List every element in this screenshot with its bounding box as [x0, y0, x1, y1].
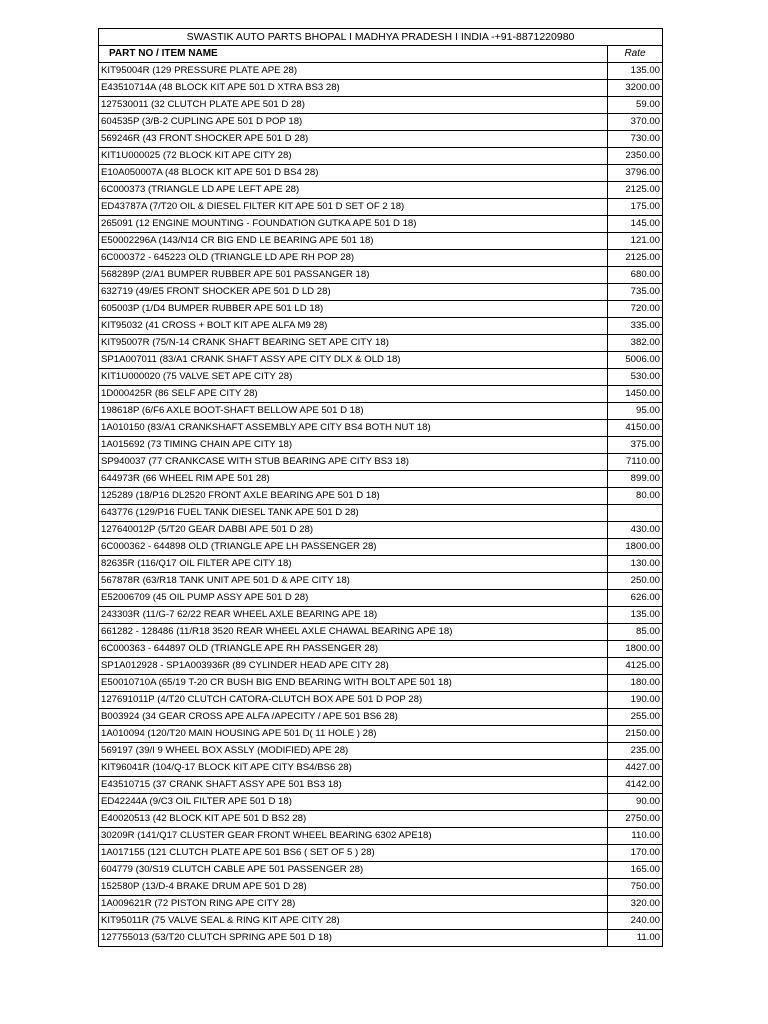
rate-cell: 130.00 — [608, 556, 663, 573]
item-name-cell: KIT1U000025 (72 BLOCK KIT APE CITY 28) — [99, 148, 608, 165]
table-row — [99, 114, 663, 131]
item-name-cell: KIT95011R (75 VALVE SEAL & RING KIT APE CITY 28) — [99, 913, 608, 930]
rate-cell: 375.00 — [608, 437, 663, 454]
rate-cell: 4427.00 — [608, 760, 663, 777]
item-name-cell: B003924 (34 GEAR CROSS APE ALFA /APECITY / APE 501 BS6 28) — [99, 709, 608, 726]
rate-cell: 85.00 — [608, 624, 663, 641]
column-header-rate: Rate — [608, 46, 663, 63]
table-row — [99, 743, 663, 760]
item-name-cell: 1A017155 (121 CLUTCH PLATE APE 501 BS6 ( SET OF 5 ) 28) — [99, 845, 608, 862]
rate-cell: 370.00 — [608, 114, 663, 131]
table-row — [99, 556, 663, 573]
table-row — [99, 437, 663, 454]
table-row — [99, 845, 663, 862]
rate-cell: 5006.00 — [608, 352, 663, 369]
item-name-cell: 6C000362 - 644898 OLD (TRIANGLE APE LH PASSENGER 28) — [99, 539, 608, 556]
item-name-cell: ED43787A (7/T20 OIL & DIESEL FILTER KIT APE 501 D SET OF 2 18) — [99, 199, 608, 216]
item-name-cell: 82635R (116/Q17 OIL FILTER APE CITY 18) — [99, 556, 608, 573]
table-row — [99, 658, 663, 675]
item-name-cell: 127640012P (5/T20 GEAR DABBI APE 501 D 28) — [99, 522, 608, 539]
table-row — [99, 777, 663, 794]
rate-cell: 430.00 — [608, 522, 663, 539]
item-name-cell: E50010710A (65/19 T-20 CR BUSH BIG END BEARING WITH BOLT APE 501 18) — [99, 675, 608, 692]
rate-cell: 626.00 — [608, 590, 663, 607]
item-name-cell: E43510715 (37 CRANK SHAFT ASSY APE 501 BS3 18) — [99, 777, 608, 794]
rate-cell: 382.00 — [608, 335, 663, 352]
item-name-cell: 152580P (13/D-4 BRAKE DRUM APE 501 D 28) — [99, 879, 608, 896]
item-name-cell: 643776 (129/P16 FUEL TANK DIESEL TANK APE 501 D 28) — [99, 505, 608, 522]
item-name-cell: 127530011 (32 CLUTCH PLATE APE 501 D 28) — [99, 97, 608, 114]
table-row — [99, 641, 663, 658]
table-body — [99, 63, 663, 947]
rate-cell: 730.00 — [608, 131, 663, 148]
table-row — [99, 539, 663, 556]
table-row — [99, 80, 663, 97]
item-name-cell: 125289 (18/P16 DL2520 FRONT AXLE BEARING APE 501 D 18) — [99, 488, 608, 505]
table-row — [99, 131, 663, 148]
item-name-cell: 6C000373 (TRIANGLE LD APE LEFT APE 28) — [99, 182, 608, 199]
item-name-cell: KIT1U000020 (75 VALVE SET APE CITY 28) — [99, 369, 608, 386]
table-row — [99, 267, 663, 284]
rate-cell: 735.00 — [608, 284, 663, 301]
item-name-cell: ED42244A (9/C3 OIL FILTER APE 501 D 18) — [99, 794, 608, 811]
table-row — [99, 284, 663, 301]
rate-cell: 135.00 — [608, 63, 663, 80]
table-row — [99, 862, 663, 879]
item-name-cell: 127755013 (53/T20 CLUTCH SPRING APE 501 D 18) — [99, 930, 608, 947]
table-row — [99, 352, 663, 369]
table-row — [99, 590, 663, 607]
rate-cell: 90.00 — [608, 794, 663, 811]
item-name-cell: 568289P (2/A1 BUMPER RUBBER APE 501 PASSANGER 18) — [99, 267, 608, 284]
table-row — [99, 709, 663, 726]
table-row — [99, 97, 663, 114]
rate-cell: 80.00 — [608, 488, 663, 505]
price-list-table — [98, 28, 663, 947]
rate-cell: 4150.00 — [608, 420, 663, 437]
table-row — [99, 522, 663, 539]
rate-cell: 1450.00 — [608, 386, 663, 403]
table-row — [99, 624, 663, 641]
table-row — [99, 335, 663, 352]
table-row — [99, 386, 663, 403]
rate-cell: 135.00 — [608, 607, 663, 624]
table-row — [99, 403, 663, 420]
table-row — [99, 471, 663, 488]
table-row — [99, 896, 663, 913]
item-name-cell: KIT96041R (104/Q-17 BLOCK KIT APE CITY BS4/BS6 28) — [99, 760, 608, 777]
item-name-cell: SP1A007011 (83/A1 CRANK SHAFT ASSY APE CITY DLX & OLD 18) — [99, 352, 608, 369]
rate-cell: 3200.00 — [608, 80, 663, 97]
item-name-cell: KIT95032 (41 CROSS + BOLT KIT APE ALFA M9 28) — [99, 318, 608, 335]
rate-cell: 1800.00 — [608, 539, 663, 556]
table-row — [99, 182, 663, 199]
item-name-cell: 604779 (30/S19 CLUTCH CABLE APE 501 PASSENGER 28) — [99, 862, 608, 879]
item-name-cell: 605003P (1/D4 BUMPER RUBBER APE 501 LD 18) — [99, 301, 608, 318]
table-row — [99, 794, 663, 811]
table-row — [99, 913, 663, 930]
rate-cell: 680.00 — [608, 267, 663, 284]
item-name-cell: E50002296A (143/N14 CR BIG END LE BEARING APE 501 18) — [99, 233, 608, 250]
rate-cell: 320.00 — [608, 896, 663, 913]
item-name-cell: E10A050007A (48 BLOCK KIT APE 501 D BS4 28) — [99, 165, 608, 182]
table-row — [99, 726, 663, 743]
item-name-cell: E52006709 (45 OIL PUMP ASSY APE 501 D 28) — [99, 590, 608, 607]
rate-cell: 1800.00 — [608, 641, 663, 658]
table-row — [99, 216, 663, 233]
rate-cell: 2125.00 — [608, 182, 663, 199]
item-name-cell: 1A009621R (72 PISTON RING APE CITY 28) — [99, 896, 608, 913]
rate-cell: 240.00 — [608, 913, 663, 930]
rate-cell: 4142.00 — [608, 777, 663, 794]
rate-cell: 121.00 — [608, 233, 663, 250]
item-name-cell: 1A015692 (73 TIMING CHAIN APE CITY 18) — [99, 437, 608, 454]
item-name-cell: 604535P (3/B-2 CUPLING APE 501 D POP 18) — [99, 114, 608, 131]
item-name-cell: E43510714A (48 BLOCK KIT APE 501 D XTRA BS3 28) — [99, 80, 608, 97]
rate-cell: 530.00 — [608, 369, 663, 386]
title-row — [99, 29, 663, 46]
rate-cell: 2750.00 — [608, 811, 663, 828]
item-name-cell: KIT95004R (129 PRESSURE PLATE APE 28) — [99, 63, 608, 80]
item-name-cell: 30209R (141/Q17 CLUSTER GEAR FRONT WHEEL BEARING 6302 APE18) — [99, 828, 608, 845]
item-name-cell: SP940037 (77 CRANKCASE WITH STUB BEARING APE CITY BS3 18) — [99, 454, 608, 471]
item-name-cell: 1A010094 (120/T20 MAIN HOUSING APE 501 D( 11 HOLE ) 28) — [99, 726, 608, 743]
rate-cell: 165.00 — [608, 862, 663, 879]
table-row — [99, 573, 663, 590]
rate-cell: 180.00 — [608, 675, 663, 692]
table-row — [99, 369, 663, 386]
table-row — [99, 811, 663, 828]
item-name-cell: SP1A012928 - SP1A003936R (89 CYLINDER HEAD APE CITY 28) — [99, 658, 608, 675]
table-row — [99, 675, 663, 692]
rate-cell: 7110.00 — [608, 454, 663, 471]
table-row — [99, 454, 663, 471]
rate-cell: 250.00 — [608, 573, 663, 590]
item-name-cell: 644973R (66 WHEEL RIM APE 501 28) — [99, 471, 608, 488]
header-row — [99, 46, 663, 63]
item-name-cell: 198618P (6/F6 AXLE BOOT-SHAFT BELLOW APE 501 D 18) — [99, 403, 608, 420]
table-row — [99, 930, 663, 947]
rate-cell: 11.00 — [608, 930, 663, 947]
item-name-cell: E40020513 (42 BLOCK KIT APE 501 D BS2 28) — [99, 811, 608, 828]
item-name-cell: 1D000425R (86 SELF APE CITY 28) — [99, 386, 608, 403]
rate-cell: 3796.00 — [608, 165, 663, 182]
item-name-cell: 661282 - 128486 (11/R18 3520 REAR WHEEL AXLE CHAWAL BEARING APE 18) — [99, 624, 608, 641]
item-name-cell: 6C000372 - 645223 OLD (TRIANGLE LD APE RH POP 28) — [99, 250, 608, 267]
item-name-cell: 569246R (43 FRONT SHOCKER APE 501 D 28) — [99, 131, 608, 148]
item-name-cell: 265091 (12 ENGINE MOUNTING - FOUNDATION GUTKA APE 501 D 18) — [99, 216, 608, 233]
rate-cell: 750.00 — [608, 879, 663, 896]
table-row — [99, 760, 663, 777]
table-row — [99, 505, 663, 522]
rate-cell: 255.00 — [608, 709, 663, 726]
table-row — [99, 233, 663, 250]
rate-cell: 4125.00 — [608, 658, 663, 675]
table-row — [99, 318, 663, 335]
rate-cell: 2150.00 — [608, 726, 663, 743]
rate-cell: 2350.00 — [608, 148, 663, 165]
table-row — [99, 879, 663, 896]
rate-cell: 720.00 — [608, 301, 663, 318]
table-row — [99, 250, 663, 267]
rate-cell: 110.00 — [608, 828, 663, 845]
rate-cell: 95.00 — [608, 403, 663, 420]
rate-cell: 145.00 — [608, 216, 663, 233]
rate-cell: 335.00 — [608, 318, 663, 335]
item-name-cell: 567878R (63/R18 TANK UNIT APE 501 D & APE CITY 18) — [99, 573, 608, 590]
item-name-cell: 6C000363 - 644897 OLD (TRIANGLE APE RH PASSENGER 28) — [99, 641, 608, 658]
rate-cell: 59.00 — [608, 97, 663, 114]
table-row — [99, 199, 663, 216]
rate-cell — [608, 505, 663, 522]
table-row — [99, 165, 663, 182]
rate-cell: 190.00 — [608, 692, 663, 709]
column-header-item: PART NO / ITEM NAME — [99, 46, 608, 63]
table-row — [99, 420, 663, 437]
item-name-cell: 243303R (11/G-7 62/22 REAR WHEEL AXLE BEARING APE 18) — [99, 607, 608, 624]
rate-cell: 235.00 — [608, 743, 663, 760]
document-title: SWASTIK AUTO PARTS BHOPAL I MADHYA PRADESH I INDIA -+91-8871220980 — [99, 29, 663, 46]
item-name-cell: 569197 (39/I 9 WHEEL BOX ASSLY (MODIFIED) APE 28) — [99, 743, 608, 760]
table-row — [99, 301, 663, 318]
item-name-cell: KIT95007R (75/N-14 CRANK SHAFT BEARING SET APE CITY 18) — [99, 335, 608, 352]
rate-cell: 2125.00 — [608, 250, 663, 267]
table-row — [99, 148, 663, 165]
table-row — [99, 607, 663, 624]
item-name-cell: 1A010150 (83/A1 CRANKSHAFT ASSEMBLY APE CITY BS4 BOTH NUT 18) — [99, 420, 608, 437]
item-name-cell: 632719 (49/E5 FRONT SHOCKER APE 501 D LD 28) — [99, 284, 608, 301]
rate-cell: 899.00 — [608, 471, 663, 488]
table-row — [99, 828, 663, 845]
rate-cell: 175.00 — [608, 199, 663, 216]
item-name-cell: 127691011P (4/T20 CLUTCH CATORA-CLUTCH BOX APE 501 D POP 28) — [99, 692, 608, 709]
rate-cell: 170.00 — [608, 845, 663, 862]
table-row — [99, 488, 663, 505]
table-row — [99, 63, 663, 80]
table-row — [99, 692, 663, 709]
